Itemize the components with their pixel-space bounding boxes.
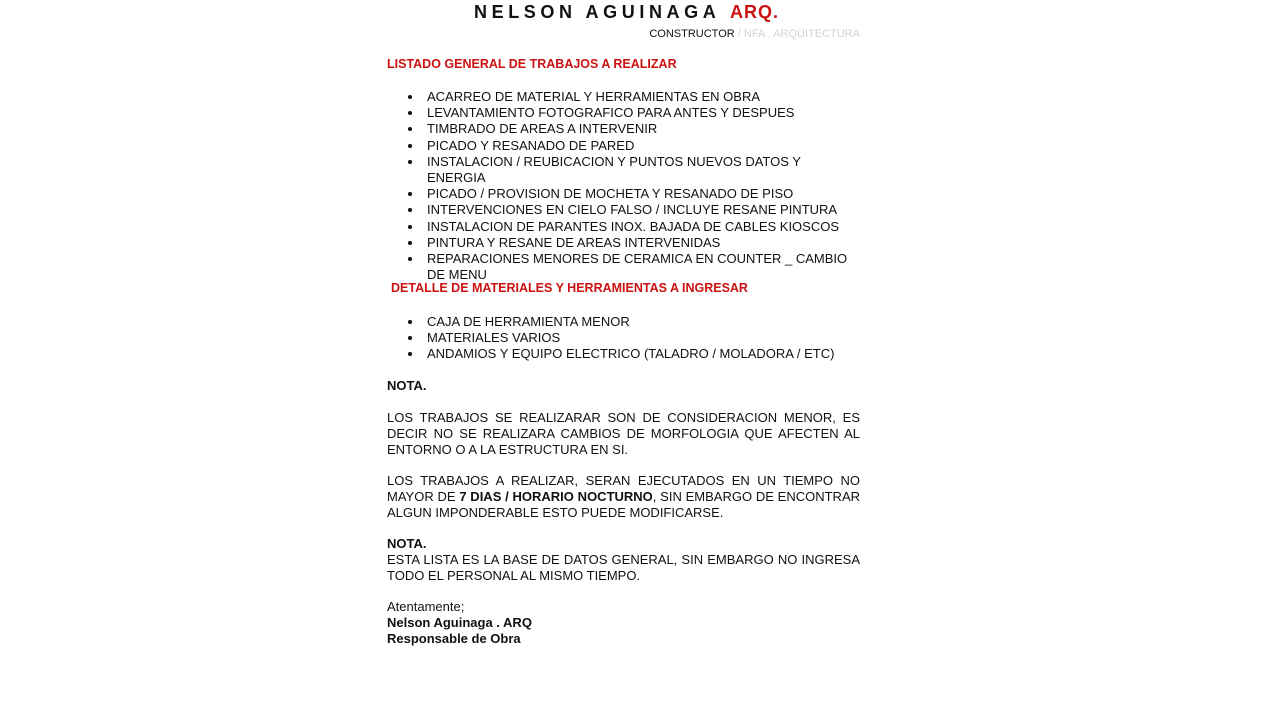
subtitle-faded: / NFA . ARQUITECTURA (734, 28, 860, 40)
paragraph-text: LOS TRABAJOS A REALIZAR, SERAN EJECUTADOS EN UN TIEMPO NO MAYOR DE (387, 473, 860, 504)
list-item: REPARACIONES MENORES DE CERAMICA EN COUNTER _ CAMBIO DE MENU (427, 251, 860, 283)
list-item: PINTURA Y RESANE DE AREAS INTERVENIDAS (427, 235, 860, 251)
nota-label: NOTA. (387, 536, 427, 551)
materials-list (427, 314, 860, 363)
list-item: ANDAMIOS Y EQUIPO ELECTRICO (TALADRO / MOLADORA / ETC) (427, 346, 860, 362)
list-item: PICADO / PROVISION DE MOCHETA Y RESANADO DE PISO (427, 186, 860, 202)
brand-suffix: ARQ (729, 2, 773, 22)
list-item: ACARREO DE MATERIAL Y HERRAMIENTAS EN OBRA (427, 89, 860, 105)
list-item: INSTALACION / REUBICACION Y PUNTOS NUEVOS DATOS Y ENERGIA (427, 154, 860, 186)
signature-role: Responsable de Obra (387, 631, 521, 646)
section-title-materials: DETALLE DE MATERIALES Y HERRAMIENTAS A INGRESAR (391, 281, 748, 295)
list-item: MATERIALES VARIOS (427, 330, 860, 346)
signature-closing: Atentamente; (387, 599, 465, 614)
brand-dot: . (772, 2, 778, 22)
list-item: PICADO Y RESANADO DE PARED (427, 138, 860, 154)
brand-subtitle (649, 28, 860, 40)
list-item: TIMBRADO DE AREAS A INTERVENIR (427, 121, 860, 137)
list-item: INSTALACION DE PARANTES INOX. BAJADA DE CABLES KIOSCOS (427, 219, 860, 235)
paragraph-emphasis: 7 DIAS / HORARIO NOCTURNO (459, 489, 653, 504)
nota-label: NOTA. (387, 378, 427, 393)
brand-name: NELSON AGUINAGA (474, 2, 721, 22)
subtitle-main: CONSTRUCTOR (649, 28, 735, 40)
note-paragraph: ESTA LISTA ES LA BASE DE DATOS GENERAL, SIN EMBARGO NO INGRESA TODO EL PERSONAL AL MISMO TIEMPO. (387, 552, 860, 583)
note-paragraph-timeframe (387, 473, 860, 521)
document-page (387, 0, 860, 720)
paragraph-text: , SIN EMBARGO DE ENCONTRAR ALGUN IMPONDERABLE ESTO PUEDE MODIFICARSE. (387, 489, 861, 520)
signature-name: Nelson Aguinaga . ARQ (387, 615, 532, 630)
works-list (427, 89, 860, 283)
section-title-works: LISTADO GENERAL DE TRABAJOS A REALIZAR (387, 57, 677, 71)
list-item: CAJA DE HERRAMIENTA MENOR (427, 314, 860, 330)
list-item: LEVANTAMIENTO FOTOGRAFICO PARA ANTES Y DESPUES (427, 105, 860, 121)
note-paragraph: LOS TRABAJOS SE REALIZARAR SON DE CONSIDERACION MENOR, ES DECIR NO SE REALIZARA CAMBIOS DE MORFOLOGIA QUE AFECTEN AL ENTORNO O A LA ESTRUCTURA EN SI. (387, 410, 860, 457)
brand-title (474, 2, 874, 23)
list-item: INTERVENCIONES EN CIELO FALSO / INCLUYE RESANE PINTURA (427, 202, 860, 218)
